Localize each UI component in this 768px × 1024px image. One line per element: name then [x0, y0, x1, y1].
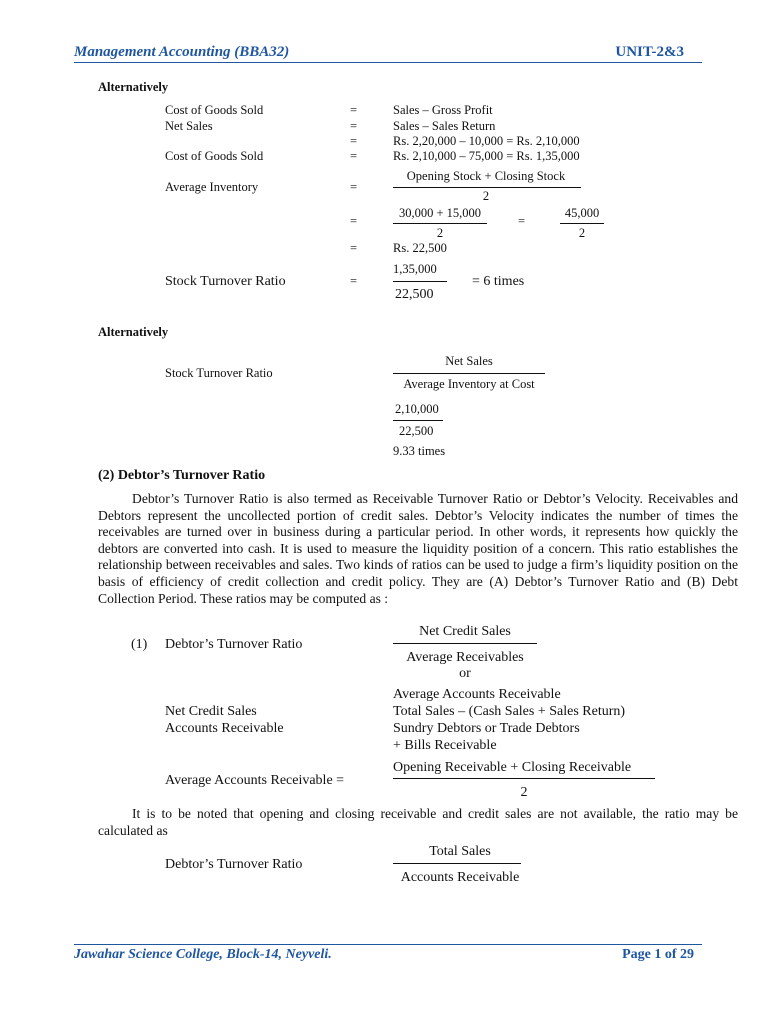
stock-turnover-denominator: 22,500: [395, 287, 434, 302]
fraction-a-numerator: 30,000 + 15,000: [398, 206, 482, 220]
aar-denominator: 2: [520, 785, 528, 800]
fraction-bar: [393, 778, 655, 779]
dtr2-numerator: Total Sales: [429, 844, 491, 859]
dtr-denominator-alt: Average Accounts Receivable: [393, 687, 561, 702]
cogs-label: Cost of Goods Sold: [165, 103, 264, 117]
equals-sign: =: [350, 134, 358, 148]
fraction-a-denominator: 2: [436, 226, 444, 240]
page-header: [74, 44, 702, 63]
stock-turnover-result: = 6 times: [472, 274, 525, 289]
or-text: or: [459, 666, 471, 681]
cogs-formula: Sales – Gross Profit: [393, 103, 493, 117]
alt-stock-turnover-label: Stock Turnover Ratio: [165, 366, 273, 380]
aar-label: Average Accounts Receivable =: [165, 773, 345, 788]
header-course-title: Management Accounting (BBA32): [74, 44, 290, 60]
avg-inventory-denominator: 2: [482, 189, 490, 203]
avg-inventory-label: Average Inventory: [165, 180, 259, 194]
dtr-label: Debtor’s Turnover Ratio: [165, 637, 303, 652]
alternatively-heading: Alternatively: [98, 80, 169, 94]
equals-sign: =: [350, 149, 358, 163]
alternatively-heading-2: Alternatively: [98, 325, 169, 339]
equals-sign: =: [518, 214, 526, 228]
stock-turnover-numerator: 1,35,000: [393, 262, 437, 276]
equals-sign: =: [350, 274, 358, 288]
dtr2-denominator: Accounts Receivable: [400, 870, 520, 885]
fraction-bar: [393, 223, 487, 224]
note-text: It is to be noted that opening and closing receivable and credit sales are not available, the ratio may be calculated as: [98, 806, 738, 838]
equals-sign: =: [350, 180, 358, 194]
fraction-bar: [393, 643, 537, 644]
fraction-bar: [560, 223, 604, 224]
equals-sign: =: [350, 241, 358, 255]
net-sales-label: Net Sales: [165, 119, 213, 133]
dtr2-label: Debtor’s Turnover Ratio: [165, 857, 303, 872]
debtors-paragraph: [98, 491, 738, 607]
debtors-turnover-heading: (2) Debtor’s Turnover Ratio: [98, 468, 266, 483]
equals-sign: =: [350, 119, 358, 133]
fraction-bar: [393, 281, 447, 282]
fraction-bar: [393, 420, 443, 421]
footer-college: Jawahar Science College, Block-14, Neyveli.: [74, 947, 332, 962]
cogs-value: Rs. 2,10,000 – 75,000 = Rs. 1,35,000: [393, 149, 580, 163]
dtr-denominator: Average Receivables: [406, 650, 524, 665]
alt-str-denominator: Average Inventory at Cost: [403, 377, 535, 391]
cogs-label-2: Cost of Goods Sold: [165, 149, 264, 163]
equals-sign: =: [350, 103, 358, 117]
formula-number: (1): [131, 637, 148, 652]
ar-label: Accounts Receivable: [165, 721, 284, 736]
alt-str-numerator: Net Sales: [445, 354, 493, 368]
ncs-label: Net Credit Sales: [165, 704, 257, 719]
equals-sign: =: [350, 214, 358, 228]
fraction-b-numerator: 45,000: [564, 206, 600, 220]
note-paragraph: [98, 806, 738, 839]
ar-formula-line-2: + Bills Receivable: [393, 738, 497, 753]
footer-page-number: Page 1 of 29: [622, 947, 694, 962]
debtors-paragraph-text: Debtor’s Turnover Ratio is also termed as Receivable Turnover Ratio or Debtor’s Velocity. Receivables and Debtors represent the uncollected portion of credit sales. Debtor’s Velocity indicates the number of times the receivables are turned over in business during a particular period. In other words, it represents how quickly the debtors are converted into cash. It is used to measure the liquidity position of a concern. This ratio establishes the relationship between receivables and sales. Two kinds of ratios can be used to judge a firm’s liquidity position on the basis of efficiency of credit collection and credit policy. They are (A) Debtor’s Turnover Ratio and (B) Debt Collection Period. These ratios may be computed as :: [98, 491, 738, 606]
fraction-bar: [393, 187, 581, 188]
alt-str-value-denominator: 22,500: [399, 424, 434, 438]
fraction-bar: [393, 373, 545, 374]
dtr-numerator: Net Credit Sales: [419, 624, 511, 639]
fraction-bar: [393, 863, 521, 864]
header-unit: UNIT-2&3: [615, 44, 684, 60]
ar-formula: Sundry Debtors or Trade Debtors: [393, 721, 580, 736]
avg-inventory-result: Rs. 22,500: [393, 241, 447, 255]
avg-inventory-numerator: Opening Stock + Closing Stock: [406, 169, 566, 183]
ncs-formula: Total Sales – (Cash Sales + Sales Return): [393, 704, 626, 719]
net-sales-formula: Sales – Sales Return: [393, 119, 496, 133]
aar-numerator: Opening Receivable + Closing Receivable: [393, 760, 632, 775]
alt-str-value-numerator: 2,10,000: [395, 402, 439, 416]
net-sales-value: Rs. 2,20,000 – 10,000 = Rs. 2,10,000: [393, 134, 580, 148]
page-footer: [74, 944, 702, 965]
fraction-b-denominator: 2: [578, 226, 586, 240]
stock-turnover-label: Stock Turnover Ratio: [165, 274, 286, 289]
alt-str-result: 9.33 times: [393, 444, 446, 458]
